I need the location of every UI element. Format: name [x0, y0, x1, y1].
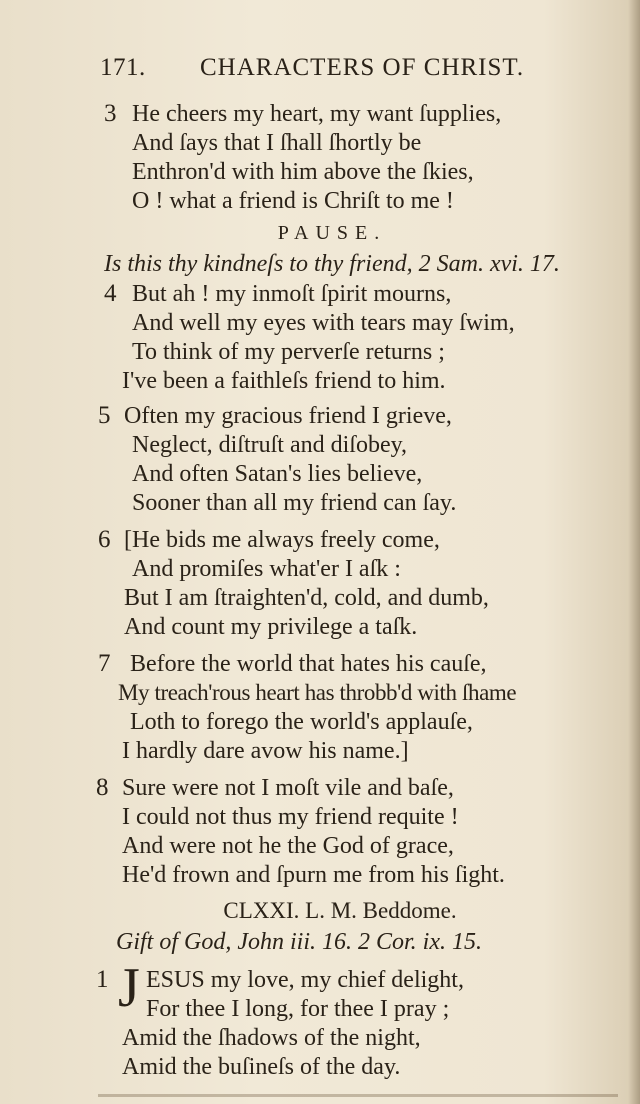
verse-line: He cheers my heart, my want ſupplies,: [132, 101, 502, 127]
verse-line: Before the world that hates his cauſe,: [130, 651, 487, 677]
verse-line: Sure were not I moſt vile and baſe,: [122, 775, 454, 801]
hymn-subtitle: Gift of God, John iii. 16. 2 Cor. ix. 15.: [116, 929, 482, 955]
verse-line: And were not he the God of grace,: [122, 833, 454, 859]
verse-line: For thee I long, for thee I pray ;: [146, 996, 450, 1022]
pause-subtitle: Is this thy kindneſs to thy friend, 2 Sam. xvi. 17.: [104, 251, 560, 277]
verse-line: And count my privilege a taſk.: [124, 614, 418, 640]
verse-line: And often Satan's lies believe,: [132, 461, 423, 487]
verse-line: Often my gracious friend I grieve,: [124, 403, 452, 429]
stanza-number: 1: [96, 966, 109, 993]
hymn-heading: CLXXI. L. M. Beddome.: [223, 898, 457, 923]
drop-cap: J: [118, 957, 140, 1019]
stanza-number: 4: [104, 280, 117, 307]
stanza-number: 7: [98, 650, 111, 677]
verse-line: Amid the buſineſs of the day.: [122, 1054, 401, 1080]
verse-line: Amid the ſhadows of the night,: [122, 1025, 421, 1051]
verse-line: Sooner than all my friend can ſay.: [132, 490, 457, 516]
verse-line: And well my eyes with tears may ſwim,: [132, 310, 515, 336]
verse-line: But I am ſtraighten'd, cold, and dumb,: [124, 585, 489, 611]
verse-line: O ! what a friend is Chriſt to me !: [132, 188, 454, 214]
verse-line: But ah ! my inmoſt ſpirit mourns,: [132, 281, 452, 307]
verse-line: ESUS my love, my chief delight,: [146, 967, 464, 993]
page-bottom-shadow: [98, 1094, 618, 1097]
verse-line: And promiſes what'er I aſk :: [132, 556, 401, 582]
verse-line: I could not thus my friend requite !: [122, 804, 459, 830]
pause-label: PAUSE.: [277, 222, 387, 244]
running-header: [100, 54, 600, 88]
running-title: CHARACTERS OF CHRIST.: [200, 54, 525, 81]
verse-line: Enthron'd with him above the ſkies,: [132, 159, 474, 185]
verse-line: [He bids me always freely come,: [124, 527, 440, 553]
verse-line: Loth to forego the world's applauſe,: [130, 709, 473, 735]
verse-line: My treach'rous heart has throbb'd with ſhame: [118, 680, 517, 705]
verse-line: And ſays that I ſhall ſhortly be: [132, 130, 422, 156]
page-number: 171.: [100, 54, 146, 81]
stanza-number: 8: [96, 774, 109, 801]
page-edge-shadow: [628, 0, 640, 1104]
verse-line: Neglect, diſtruſt and diſobey,: [132, 432, 408, 458]
stanza-number: 5: [98, 402, 111, 429]
stanza-number: 6: [98, 526, 111, 553]
stanza-number: 3: [104, 100, 117, 127]
verse-line: He'd frown and ſpurn me from his ſight.: [122, 862, 505, 888]
verse-line: I hardly dare avow his name.]: [122, 738, 409, 764]
verse-line: I've been a faithleſs friend to him.: [122, 368, 446, 394]
verse-line: To think of my perverſe returns ;: [132, 339, 445, 365]
